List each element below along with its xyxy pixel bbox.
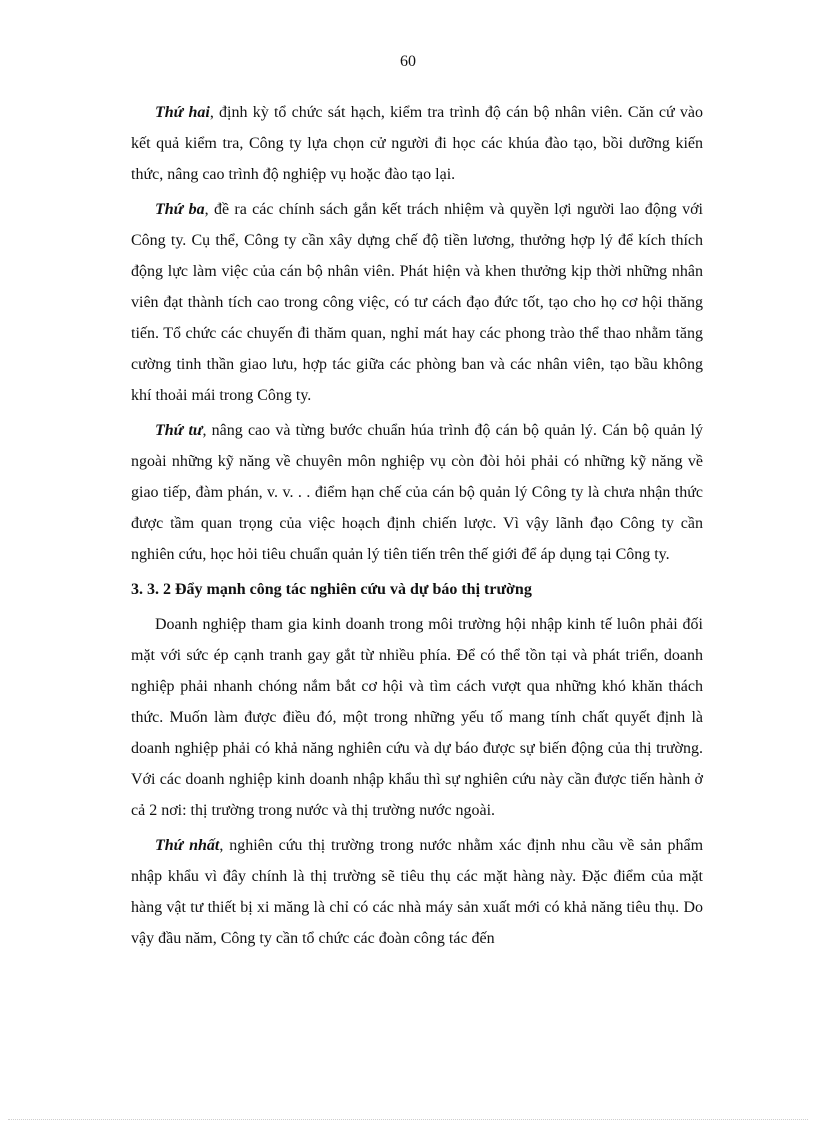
- paragraph-lead: Thứ nhất: [155, 837, 220, 854]
- paragraph-thu-nhat: [131, 830, 703, 954]
- paragraph-text: , đề ra các chính sách gắn kết trách nhiệm và quyền lợi người lao động với Công ty. Cụ thể, Công ty cần xây dựng chế độ tiền lương, thưởng hợp lý để kích thích động lực làm việc của cán bộ nhân viên. Phát hiện và khen thưởng kịp thời những nhân viên đạt thành tích cao trong công việc, có tư cách đạo đức tốt, tạo cho họ cơ hội thăng tiến. Tổ chức các chuyến đi thăm quan, nghỉ mát hay các phong trào thể thao nhằm tăng cường tinh thần giao lưu, hợp tác giữa các phòng ban và các nhân viên, tạo bầu không khí thoải mái trong Công ty.: [131, 201, 704, 404]
- paragraph-lead: Thứ hai: [155, 104, 210, 121]
- page-bottom-divider: [8, 1119, 808, 1120]
- paragraph-lead: Thứ ba: [155, 201, 205, 218]
- paragraph-thu-ba: [131, 194, 703, 411]
- page-number: 60: [400, 53, 416, 70]
- paragraph-text: , nâng cao và từng bước chuẩn húa trình độ cán bộ quản lý. Cán bộ quản lý ngoài những kỹ năng về chuyên môn nghiệp vụ còn đòi hỏi phải có những kỹ năng về giao tiếp, đàm phán, v. v. . . điểm hạn chế của cán bộ quản lý Công ty là chưa nhận thức được tầm quan trọng của việc hoạch định chiến lược. Vì vậy lãnh đạo Công ty cần nghiên cứu, học hỏi tiêu chuẩn quản lý tiên tiến trên thế giới để áp dụng tại Công ty.: [131, 422, 703, 563]
- paragraph-thu-hai: [131, 97, 703, 190]
- paragraph-intro: Doanh nghiệp tham gia kinh doanh trong môi trường hội nhập kinh tế luôn phải đối mặt với sức ép cạnh tranh gay gắt từ nhiều phía. Để có thể tồn tại và phát triển, doanh nghiệp phải nhanh chóng nắm bắt cơ hội và tìm cách vượt qua những khó khăn thách thức. Muốn làm được điều đó, một trong những yếu tố mang tính chất quyết định là doanh nghiệp phải có khả năng nghiên cứu và dự báo được sự biến động của thị trường. Với các doanh nghiệp kinh doanh nhập khẩu thì sự nghiên cứu này cần được tiến hành ở cả 2 nơi: thị trường trong nước và thị trường nước ngoài.: [131, 616, 703, 819]
- paragraph-thu-tu: [131, 415, 703, 570]
- paragraph-lead: Thứ tư: [155, 422, 203, 439]
- paragraph-text: , định kỳ tổ chức sát hạch, kiểm tra trình độ cán bộ nhân viên. Căn cứ vào kết quả kiểm tra, Công ty lựa chọn cử người đi học các khúa đào tạo, bồi dưỡng kiến thức, nâng cao trình độ nghiệp vụ hoặc đào tạo lại.: [131, 104, 703, 183]
- section-heading: 3. 3. 2 Đẩy mạnh công tác nghiên cứu và dự báo thị trường: [131, 581, 532, 598]
- paragraph-text: , nghiên cứu thị trường trong nước nhằm xác định nhu cầu về sản phẩm nhập khẩu vì đây chính là thị trường sẽ tiêu thụ các mặt hàng này. Đặc điểm của mặt hàng vật tư thiết bị xi măng là chỉ có các nhà máy sản xuất mới có khả năng tiêu thụ. Do vậy đầu năm, Công ty cần tổ chức các đoàn công tác đến: [131, 837, 704, 947]
- document-body: [131, 97, 703, 958]
